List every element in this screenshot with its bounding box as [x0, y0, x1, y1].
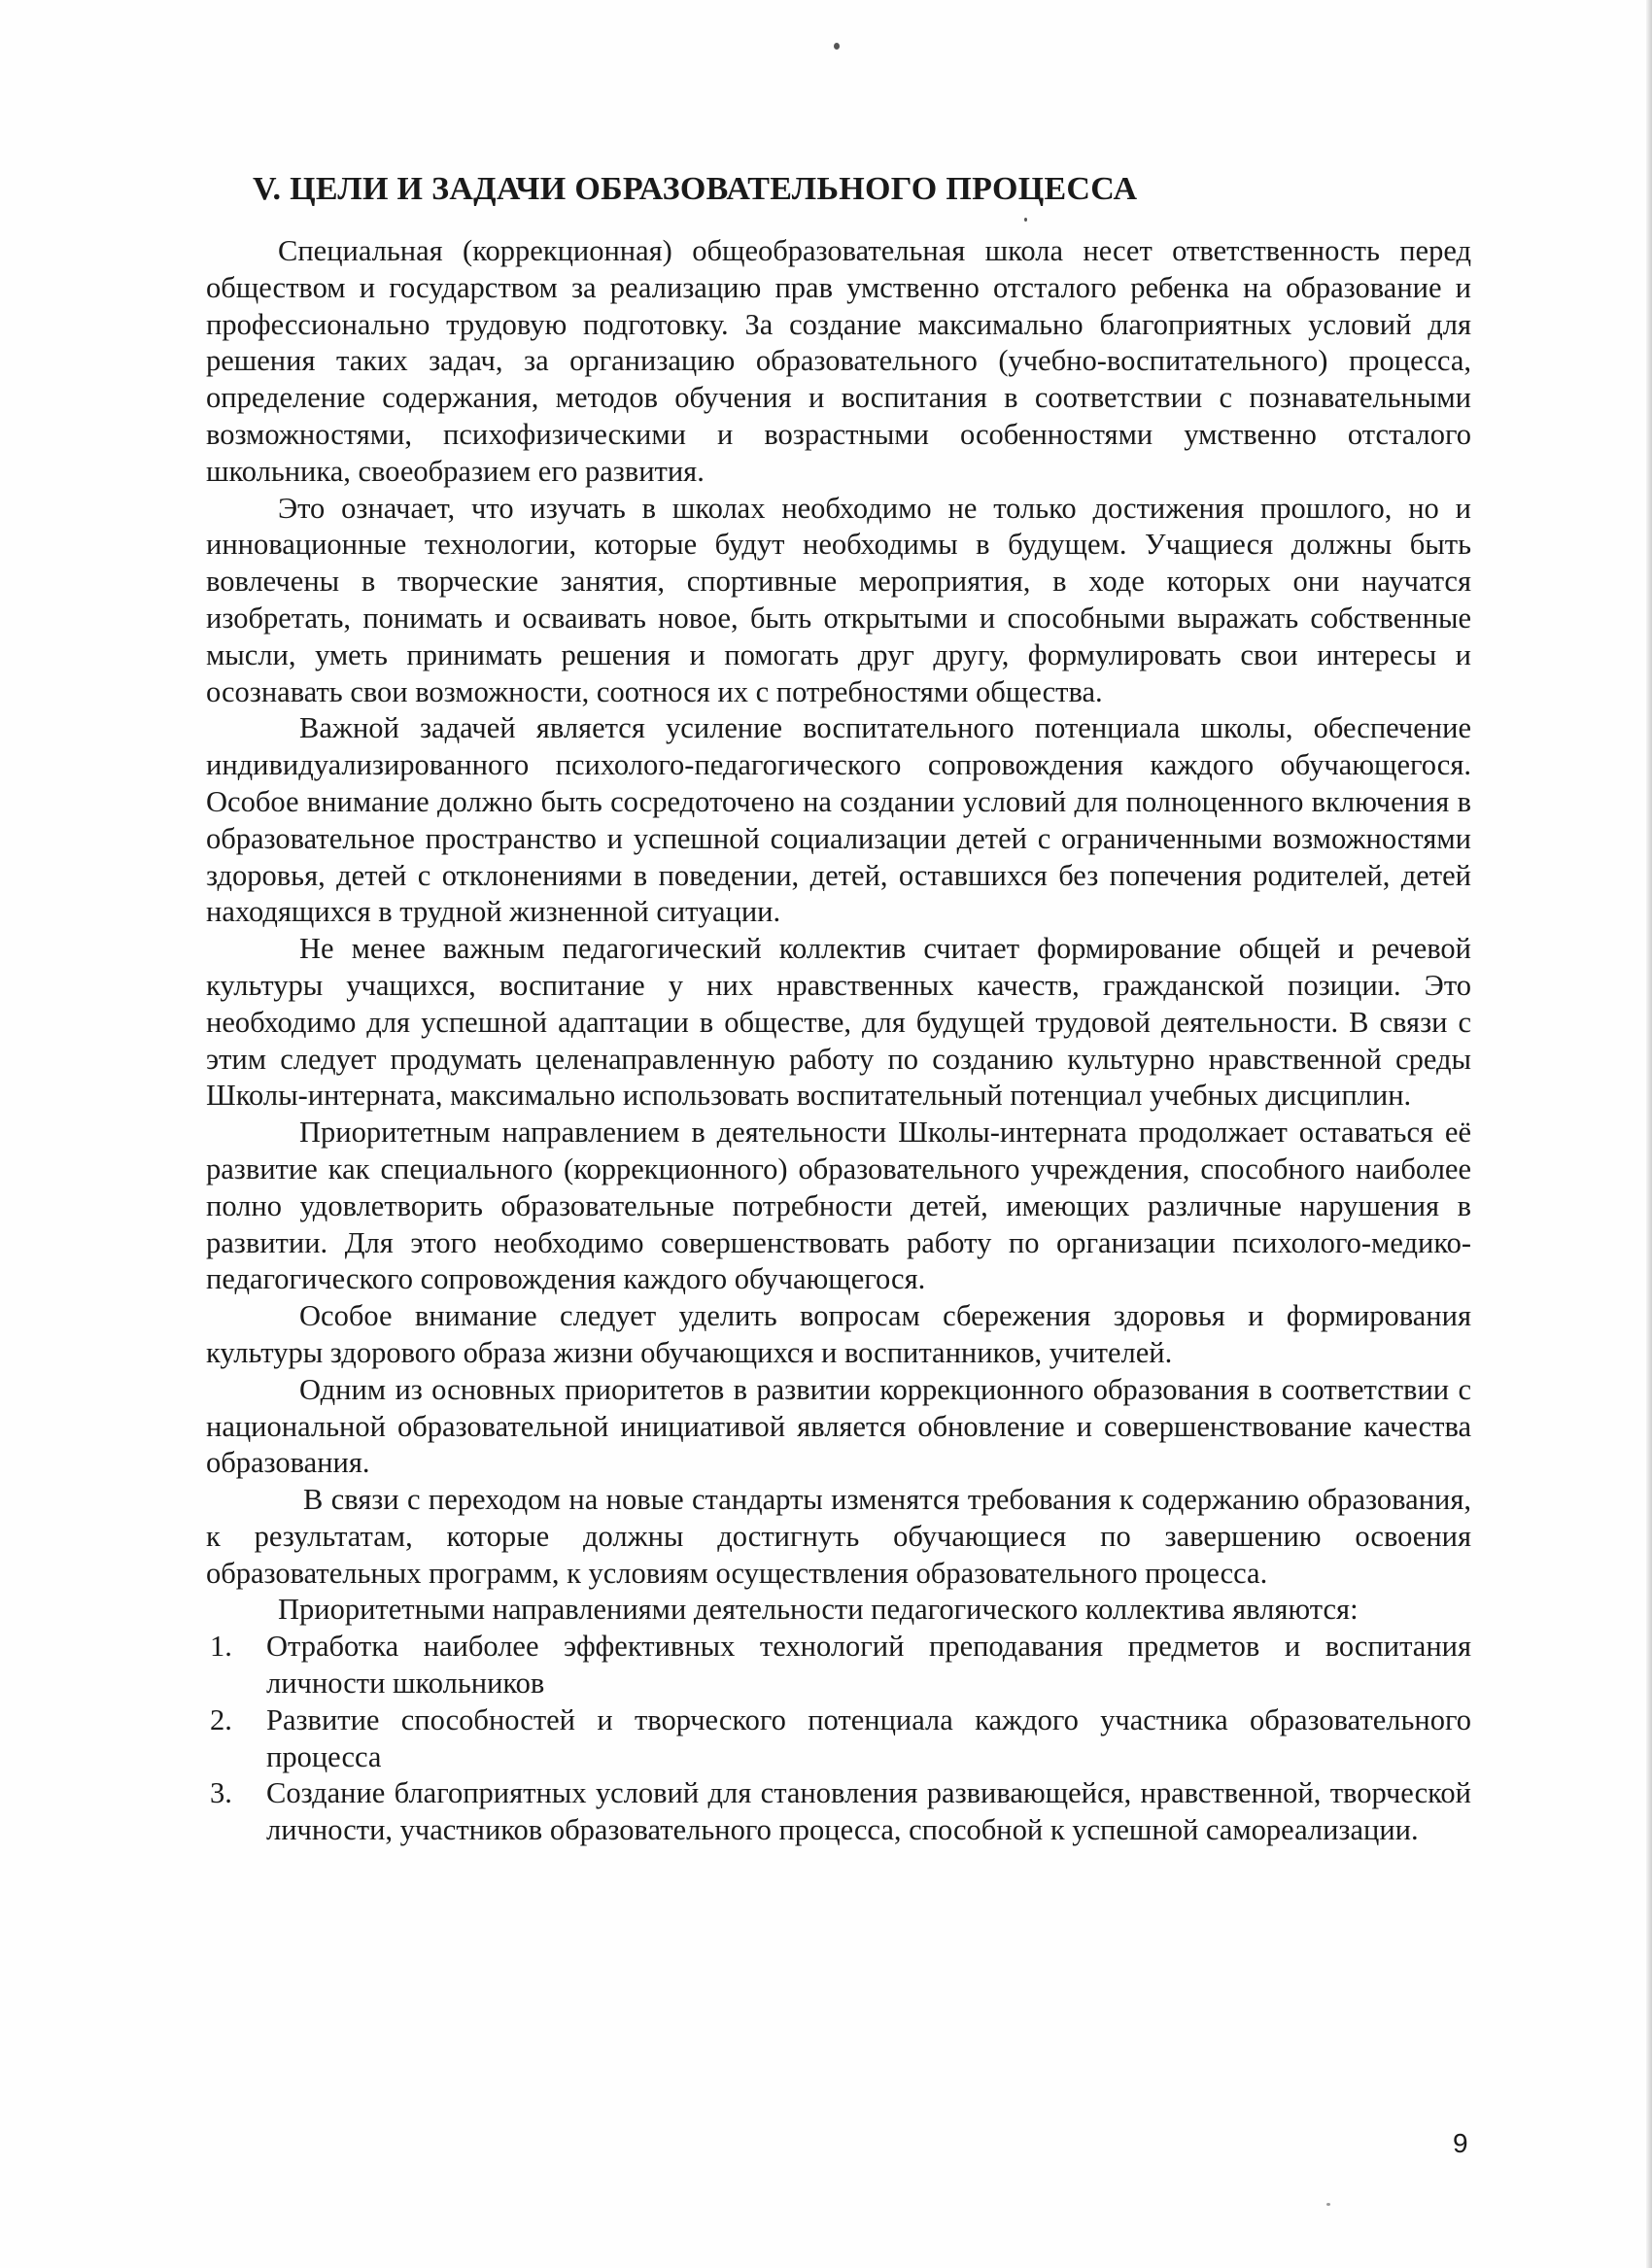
list-item-number: 3. [210, 1776, 232, 1810]
document-body [206, 233, 1471, 1849]
paragraph: Специальная (коррекционная) общеобразовательная школа несет ответственность перед обществом и государством за реализацию прав умственно отсталого ребенка на образование и профессионально трудовую подготовку. За создание максимально благоприятных условий для решения таких задач, за организацию образовательного (учебно-воспитательного) процесса, определение содержания, методов обучения и воспитания в соответствии с познавательными возможностями, психофизическими и возрастными особенностями умственно отсталого школьника, своеобразием его развития. [206, 234, 1471, 488]
paragraph: Приоритетными направлениями деятельности педагогического коллектива являются: [278, 1593, 1359, 1627]
list-item [206, 1775, 1471, 1849]
scan-edge [1646, 0, 1652, 2268]
paragraph: Важной задачей является усиление воспитательного потенциала школы, обеспечение индивидуализированного психолого-педагогического сопровождения каждого обучающегося. Особое внимание должно быть сосредоточено на создании условий для полноценного включения в образовательное пространство и успешной социализации детей с ограниченными возможностями здоровья, детей с отклонениями в поведении, детей, оставшихся без попечения родителей, детей находящихся в трудной жизненной ситуации. [206, 711, 1471, 929]
list-item-text: Отработка наиболее эффективных технологий преподавания предметов и воспитания личности школьников [266, 1630, 1471, 1701]
section-heading: V. ЦЕЛИ И ЗАДАЧИ ОБРАЗОВАТЕЛЬНОГО ПРОЦЕССА [253, 171, 1138, 207]
paragraph: Приоритетным направлением в деятельности Школы-интерната продолжает оставаться её развитие как специального (коррекционного) образовательного учреждения, способного наиболее полно удовлетворить образовательные потребности детей, имеющих различные нарушения в развитии. Для этого необходимо совершенствовать работу по организации психолого-медико-педагогического сопровождения каждого обучающегося. [206, 1116, 1471, 1296]
scan-speck [834, 43, 840, 50]
list-item-number: 1. [210, 1630, 232, 1664]
priority-list [206, 1629, 1471, 1849]
list-item [206, 1702, 1471, 1776]
paragraph: Это означает, что изучать в школах необходимо не только достижения прошлого, но и инновационные технологии, которые будут необходимы в будущем. Учащиеся должны быть вовлечены в творческие занятия, спортивные мероприятия, в ходе которых они научатся изобретать, понимать и осваивать новое, быть открытыми и способными выражать собственные мысли, уметь принимать решения и помогать друг другу, формулировать свои интересы и осознавать свои возможности, соотнося их с потребностями общества. [206, 491, 1471, 708]
list-item-text: Создание благоприятных условий для становления развивающейся, нравственной, творческой личности, участников образовательного процесса, способной к успешной самореализации. [266, 1776, 1471, 1847]
list-item-number: 2. [210, 1702, 232, 1736]
scan-speck [1024, 218, 1027, 222]
paragraph: Не менее важным педагогический коллектив считает формирование общей и речевой культуры учащихся, воспитание у них нравственных качеств, гражданской позиции. Это необходимо для успешной адаптации в обществе, для будущей трудовой деятельности. В связи с этим следует продумать целенаправленную работу по созданию культурно нравственной среды Школы-интерната, максимально использовать воспитательный потенциал учебных дисциплин. [206, 932, 1471, 1113]
paragraph: Одним из основных приоритетов в развитии коррекционного образования в соответствии с национальной образовательной инициативой является обновление и совершенствование качества образования. [206, 1372, 1471, 1480]
list-item-text: Развитие способностей и творческого потенциала каждого участника образовательного процесса [266, 1702, 1471, 1773]
scan-speck [1326, 2203, 1330, 2206]
list-item [206, 1629, 1471, 1702]
paragraph: В связи с переходом на новые стандарты изменятся требования к содержанию образования, к результатам, которые должны достигнуть обучающиеся по завершению освоения образовательных программ, к условиям осуществления образовательного процесса. [206, 1483, 1471, 1590]
page-number: 9 [1453, 2128, 1468, 2158]
paragraph: Особое внимание следует уделить вопросам сбережения здоровья и формирования культуры здорового образа жизни обучающихся и воспитанников, учителей. [206, 1299, 1471, 1369]
